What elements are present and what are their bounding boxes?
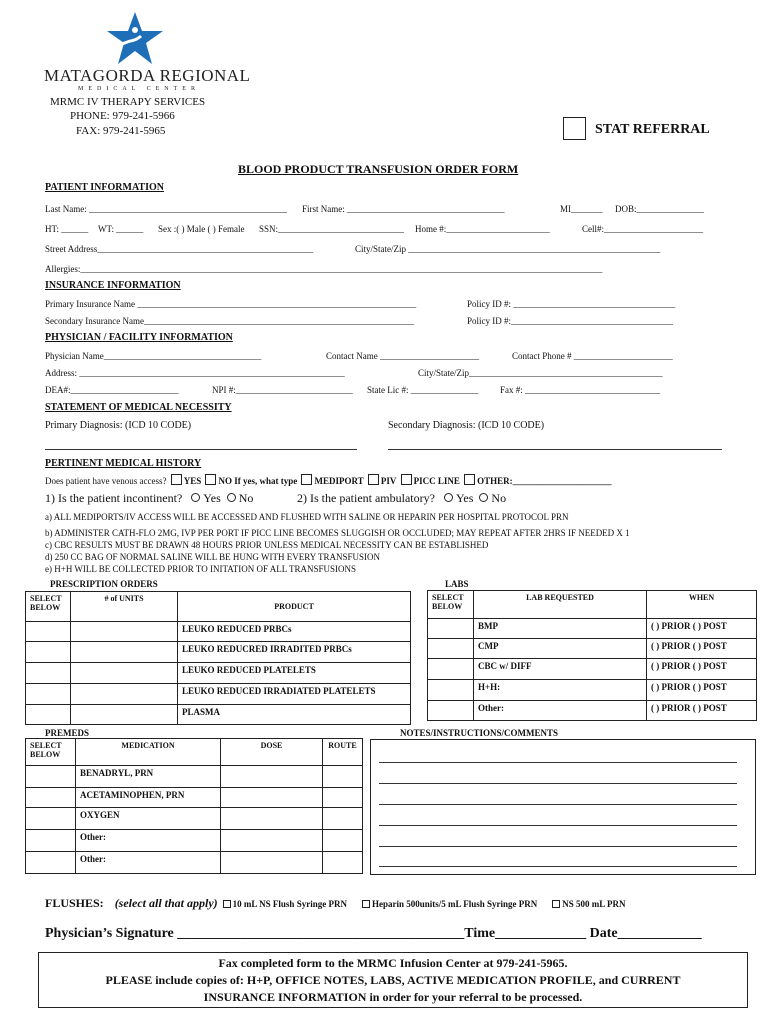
- mediport-checkbox[interactable]: [301, 474, 312, 485]
- incontinent-yes-radio[interactable]: [191, 493, 200, 502]
- ambulatory-yes-label: Yes: [455, 491, 474, 505]
- premed-dose-cell[interactable]: [221, 808, 323, 830]
- lab-select-cell[interactable]: [428, 680, 474, 701]
- table-row[interactable]: [26, 663, 411, 684]
- footer-line-1: Fax completed form to the MRMC Infusion Center at 979-241-5965.: [218, 956, 568, 970]
- physician-fax-field[interactable]: Fax #: ______________________________: [500, 385, 661, 395]
- premed-name-cell: OXYGEN: [76, 808, 221, 830]
- primary-insurance-field[interactable]: Primary Insurance Name ______________________________________________________________: [45, 299, 417, 309]
- premeds-header-dose: DOSE: [221, 739, 323, 766]
- premed-dose-cell[interactable]: [221, 788, 323, 808]
- picc-checkbox[interactable]: [401, 474, 412, 485]
- physician-heading: PHYSICIAN / FACILITY INFORMATION: [45, 332, 233, 343]
- contact-phone: PHONE: 979-241-5966: [70, 110, 175, 122]
- premeds-header-select: SELECT BELOW: [26, 739, 76, 766]
- sex-field[interactable]: Sex :( ) Male ( ) Female: [158, 224, 245, 234]
- premed-route-cell[interactable]: [323, 766, 363, 788]
- secondary-policy-id-field[interactable]: Policy ID #:____________________________________: [467, 316, 673, 326]
- height-field[interactable]: HT: ______: [45, 224, 89, 234]
- rx-select-cell[interactable]: [26, 622, 71, 642]
- piv-checkbox[interactable]: [368, 474, 379, 485]
- lab-select-cell[interactable]: [428, 659, 474, 680]
- physician-city-field[interactable]: City/State/Zip___________________________________________: [418, 368, 663, 378]
- rx-header-units: # of UNITS: [71, 592, 178, 622]
- table-row[interactable]: [26, 642, 411, 663]
- rx-product-cell: LEUKO REDUCED PRBCs: [178, 622, 411, 642]
- protocol-note-e: e) H+H WILL BE COLLECTED PRIOR TO INITATION OF ALL TRANSFUSIONS: [45, 564, 357, 574]
- state-license-field[interactable]: State Lic #: _______________: [367, 385, 479, 395]
- first-name-field[interactable]: First Name: ___________________________________: [302, 204, 505, 214]
- ssn-field[interactable]: SSN:____________________________: [259, 224, 405, 234]
- primary-diagnosis-line[interactable]: [45, 449, 357, 450]
- yes-label: YES: [183, 476, 202, 486]
- table-row[interactable]: [26, 808, 363, 830]
- lab-select-cell[interactable]: [428, 701, 474, 721]
- no-checkbox[interactable]: [205, 474, 216, 485]
- flush-heparin-label: Heparin 500units/5 mL Flush Syringe PRN: [371, 899, 538, 909]
- rx-select-cell[interactable]: [26, 663, 71, 684]
- patient-heading: PATIENT INFORMATION: [45, 182, 164, 193]
- premeds-heading: PREMEDS: [45, 728, 90, 738]
- rx-product-cell: LEUKO REDUCRED IRRADITED PRBCs: [178, 642, 411, 663]
- premed-route-cell[interactable]: [323, 852, 363, 874]
- lab-when-cell[interactable]: ( ) PRIOR ( ) POST: [647, 619, 757, 639]
- rx-product-cell: LEUKO REDUCED PLATELETS: [178, 663, 411, 684]
- incontinent-label: 1) Is the patient incontinent?: [45, 491, 183, 505]
- premed-select-cell[interactable]: [26, 788, 76, 808]
- ambulatory-yes-radio[interactable]: [444, 493, 453, 502]
- cell-phone-field[interactable]: Cell#:______________________: [582, 224, 703, 234]
- labs-table: [427, 590, 757, 721]
- premed-name-cell: ACETAMINOPHEN, PRN: [76, 788, 221, 808]
- dea-field[interactable]: DEA#:________________________: [45, 385, 179, 395]
- rx-header-product: PRODUCT: [178, 592, 411, 622]
- logo-subtitle: MEDICAL CENTER: [78, 86, 200, 92]
- premed-route-cell[interactable]: [323, 808, 363, 830]
- labs-header-select: SELECT BELOW: [428, 591, 474, 619]
- contact-fax: FAX: 979-241-5965: [76, 125, 166, 137]
- rx-product-cell: LEUKO REDUCED IRRADIATED PLATELETS: [178, 684, 411, 705]
- necessity-heading: STATEMENT OF MEDICAL NECESSITY: [45, 402, 232, 413]
- table-row[interactable]: [428, 659, 757, 680]
- flushes-row: [45, 896, 626, 911]
- table-row[interactable]: [428, 701, 757, 721]
- history-heading: PERTINENT MEDICAL HISTORY: [45, 458, 202, 469]
- lab-when-cell[interactable]: ( ) PRIOR ( ) POST: [647, 659, 757, 680]
- protocol-note-a: a) ALL MEDIPORTS/IV ACCESS WILL BE ACCESSED AND FLUSHED WITH SALINE OR HEPARIN PER HOSPITAL PROTOCOL PRN: [45, 512, 569, 522]
- footer-line-3: INSURANCE INFORMATION in order for your referral to be processed.: [203, 990, 583, 1004]
- premed-select-cell[interactable]: [26, 766, 76, 788]
- premed-name-cell: Other:: [76, 830, 221, 852]
- footer-box: [38, 952, 748, 1008]
- lab-when-cell[interactable]: ( ) PRIOR ( ) POST: [647, 701, 757, 721]
- contact-line-1: MRMC IV THERAPY SERVICES: [50, 96, 206, 108]
- primary-policy-id-field[interactable]: Policy ID #: ____________________________________: [467, 299, 676, 309]
- physician-name-field[interactable]: Physician Name___________________________________: [45, 351, 262, 361]
- rx-header-select: SELECT BELOW: [26, 592, 71, 622]
- flushes-hint: (select all that apply): [114, 896, 218, 910]
- other-access-checkbox[interactable]: [464, 474, 475, 485]
- premeds-header-route: ROUTE: [323, 739, 363, 766]
- table-row[interactable]: [428, 639, 757, 659]
- signature-line[interactable]: Physician’s Signature _________________________________________Time_____________ Date____________: [45, 926, 702, 941]
- venous-access-question: [45, 474, 612, 486]
- labs-heading: LABS: [445, 579, 469, 589]
- flush-ns-checkbox[interactable]: [223, 900, 231, 908]
- lab-name-cell: Other:: [474, 701, 647, 721]
- rx-select-cell[interactable]: [26, 642, 71, 663]
- premed-dose-cell[interactable]: [221, 766, 323, 788]
- incontinent-no-radio[interactable]: [227, 493, 236, 502]
- flush-ns500-checkbox[interactable]: [552, 900, 560, 908]
- lab-when-cell[interactable]: ( ) PRIOR ( ) POST: [647, 680, 757, 701]
- table-row[interactable]: [26, 852, 363, 874]
- lab-when-cell[interactable]: ( ) PRIOR ( ) POST: [647, 639, 757, 659]
- table-row[interactable]: [26, 788, 363, 808]
- yes-checkbox[interactable]: [171, 474, 182, 485]
- city-state-zip-field[interactable]: City/State/Zip ________________________________________________________: [355, 244, 661, 254]
- lab-name-cell: BMP: [474, 619, 647, 639]
- allergies-field[interactable]: Allergies:____________________________________________________________________________________________________________________: [45, 264, 603, 274]
- primary-diagnosis-label: Primary Diagnosis: (ICD 10 CODE): [45, 420, 192, 431]
- rx-select-cell[interactable]: [26, 684, 71, 705]
- contact-name-field[interactable]: Contact Name ______________________: [326, 351, 479, 361]
- table-row[interactable]: [26, 622, 411, 642]
- rx-units-cell[interactable]: [71, 663, 178, 684]
- last-name-field[interactable]: Last Name: ____________________________________________: [45, 204, 287, 214]
- rx-units-cell[interactable]: [71, 642, 178, 663]
- protocol-note-c: c) CBC RESULTS MUST BE DRAWN 48 HOURS PRIOR UNLESS MEDICAL NECESSITY CAN BE ESTABLISHED: [45, 540, 489, 550]
- secondary-diagnosis-line[interactable]: [388, 449, 722, 450]
- rx-select-cell[interactable]: [26, 705, 71, 725]
- piv-label: PIV: [380, 476, 397, 486]
- premed-name-cell: BENADRYL, PRN: [76, 766, 221, 788]
- premed-select-cell[interactable]: [26, 808, 76, 830]
- mediport-label: MEDIPORT: [314, 476, 364, 486]
- protocol-note-b: b) ADMINISTER CATH-FLO 2MG, IVP PER PORT IF PICC LINE BECOMES SLUGGISH OR OCCLUDED; MAY REPEAT AFTER 2HRS IF NEEDED X 1: [45, 528, 630, 538]
- rx-product-cell: PLASMA: [178, 705, 411, 725]
- mi-field[interactable]: MI_______: [560, 204, 603, 214]
- stat-referral-label: STAT REFERRAL: [595, 122, 710, 137]
- other-access-label: OTHER:______________________: [477, 476, 612, 486]
- table-row[interactable]: [26, 766, 363, 788]
- table-row[interactable]: [26, 684, 411, 705]
- dob-field[interactable]: DOB:_______________: [615, 204, 705, 214]
- npi-field[interactable]: NPI #:__________________________: [212, 385, 353, 395]
- lab-select-cell[interactable]: [428, 619, 474, 639]
- rx-units-cell[interactable]: [71, 622, 178, 642]
- ambulatory-no-label: No: [491, 491, 507, 505]
- rx-table: [25, 591, 411, 725]
- rx-units-cell[interactable]: [71, 684, 178, 705]
- table-row[interactable]: [26, 830, 363, 852]
- contact-phone-field[interactable]: Contact Phone # ______________________: [512, 351, 673, 361]
- table-row[interactable]: [428, 619, 757, 639]
- form-title: BLOOD PRODUCT TRANSFUSION ORDER FORM: [238, 162, 519, 176]
- premeds-header-medication: MEDICATION: [76, 739, 221, 766]
- star-logo-icon: [105, 10, 165, 68]
- lab-name-cell: CBC w/ DIFF: [474, 659, 647, 680]
- premed-route-cell[interactable]: [323, 830, 363, 852]
- home-phone-field[interactable]: Home #:_______________________: [415, 224, 550, 234]
- table-row[interactable]: [26, 705, 411, 725]
- secondary-insurance-field[interactable]: Secondary Insurance Name____________________________________________________________: [45, 316, 414, 326]
- flush-heparin-checkbox[interactable]: [362, 900, 370, 908]
- flush-ns500-label: NS 500 mL PRN: [562, 899, 626, 909]
- incontinent-no-label: No: [238, 491, 254, 505]
- stat-referral-checkbox[interactable]: [563, 117, 586, 140]
- premeds-table: [25, 738, 363, 874]
- ambulatory-label: 2) Is the patient ambulatory?: [297, 491, 435, 505]
- premed-dose-cell[interactable]: [221, 830, 323, 852]
- weight-field[interactable]: WT: ______: [98, 224, 144, 234]
- protocol-note-d: d) 250 CC BAG OF NORMAL SALINE WILL BE HUNG WITH EVERY TRANSFUSION: [45, 552, 381, 562]
- lab-select-cell[interactable]: [428, 639, 474, 659]
- incontinent-question: [45, 491, 253, 506]
- footer-line-2: PLEASE include copies of: H+P, OFFICE NOTES, LABS, ACTIVE MEDICATION PROFILE, and CURRENT: [105, 973, 681, 987]
- labs-header-when: WHEN: [647, 591, 757, 619]
- table-row[interactable]: [428, 680, 757, 701]
- street-address-field[interactable]: Street Address________________________________________________: [45, 244, 314, 254]
- picc-label: PICC LINE: [413, 476, 460, 486]
- insurance-heading: INSURANCE INFORMATION: [45, 280, 181, 291]
- premed-dose-cell[interactable]: [221, 852, 323, 874]
- ambulatory-no-radio[interactable]: [479, 493, 488, 502]
- premed-route-cell[interactable]: [323, 788, 363, 808]
- incontinent-yes-label: Yes: [203, 491, 221, 505]
- flush-ns-label: 10 mL NS Flush Syringe PRN: [232, 899, 347, 909]
- notes-box[interactable]: [370, 739, 756, 875]
- rx-units-cell[interactable]: [71, 705, 178, 725]
- venous-access-label: Does patient have venous access?: [45, 476, 167, 486]
- secondary-diagnosis-label: Secondary Diagnosis: (ICD 10 CODE): [388, 420, 545, 431]
- physician-address-field[interactable]: Address: ___________________________________________________________: [45, 368, 345, 378]
- flushes-label: FLUSHES:: [45, 896, 104, 910]
- labs-header-requested: LAB REQUESTED: [474, 591, 647, 619]
- rx-heading: PRESCRIPTION ORDERS: [50, 579, 158, 589]
- premed-select-cell[interactable]: [26, 852, 76, 874]
- lab-name-cell: H+H:: [474, 680, 647, 701]
- lab-name-cell: CMP: [474, 639, 647, 659]
- premed-name-cell: Other:: [76, 852, 221, 874]
- notes-heading: NOTES/INSTRUCTIONS/COMMENTS: [400, 728, 559, 738]
- no-label: NO If yes, what type: [218, 476, 298, 486]
- ambulatory-question: [297, 491, 506, 506]
- premed-select-cell[interactable]: [26, 830, 76, 852]
- logo-name: MATAGORDA REGIONAL: [44, 66, 251, 85]
